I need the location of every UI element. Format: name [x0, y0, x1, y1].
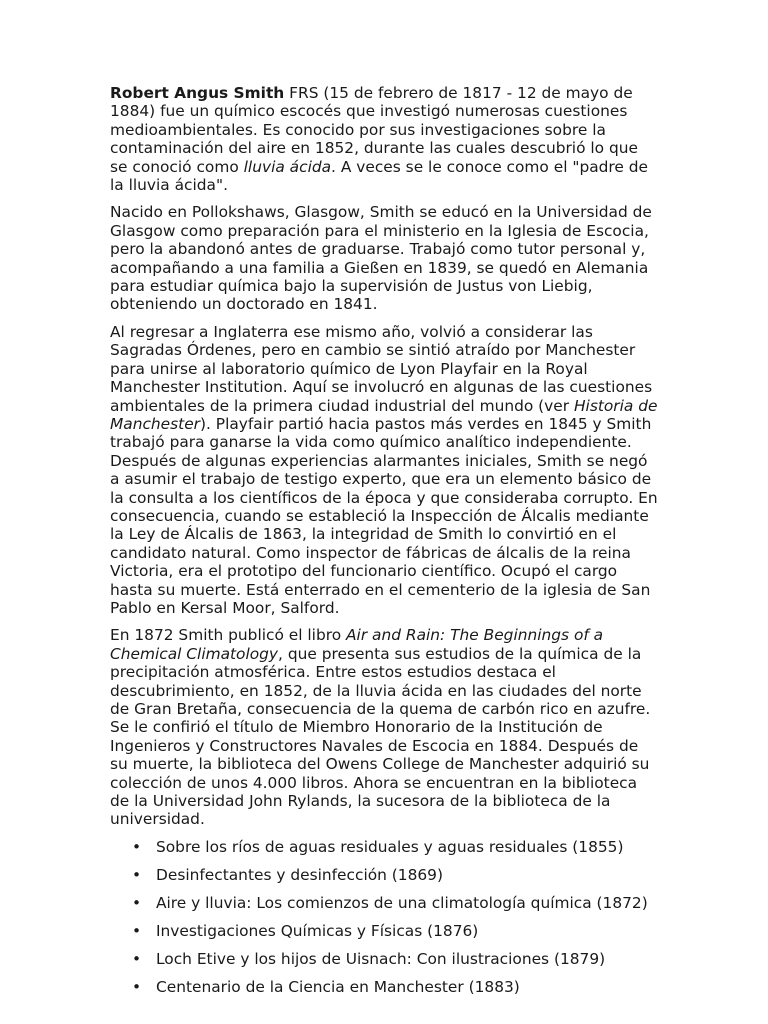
publication-paragraph [110, 626, 658, 828]
bullet-icon: • [132, 921, 142, 940]
publication-text-part-2: , que presenta sus estudios de la química de la precipitación atmosférica. Entre estos estudios destaca el descubrimiento, en 1852, de la lluvia ácida en las ciudades del norte de Gran Bretaña, consecuencia de la quema de carbón rico en azufre. Se le confirió el título de Miembro Honorario de la Institución de Ingenieros y Constructores Navales de Escocia en 1884. Después de su muerte, la biblioteca del Owens College de Manchester adquirió su colección de unos 4.000 libros. Ahora se encuentran en la biblioteca de la Universidad John Rylands, la sucesora de la biblioteca de la universidad. [110, 644, 651, 829]
list-item [110, 894, 658, 922]
list-item [110, 838, 658, 866]
work-title: Loch Etive y los hijos de Uisnach: Con ilustraciones (1879) [156, 949, 606, 968]
acid-rain-term: lluvia ácida [243, 157, 332, 176]
list-item [110, 866, 658, 894]
publication-text-part-1: En 1872 Smith publicó el libro [110, 626, 347, 645]
subject-name: Robert Angus Smith [110, 84, 285, 102]
early-life-paragraph: Nacido en Pollokshaws, Glasgow, Smith se educó en la Universidad de Glasgow como preparación para el ministerio en la Iglesia de Escocia, pero la abandonó antes de graduarse. Trabajó como tutor personal y, acompañando a una familia a Gießen en 1839, se quedó en Alemania para estudiar química bajo la supervisión de Justus von Liebig, obteniendo un doctorado en 1841. [110, 203, 652, 314]
intro-paragraph [110, 84, 658, 194]
list-item [110, 922, 658, 950]
document-page [110, 84, 658, 1006]
career-text-part-1: Al regresar a Inglaterra ese mismo año, volvió a considerar las Sagradas Órdenes, pero en cambio se sintió atraído por Manchester para unirse al laboratorio químico de Lyon Playfair en la Royal Manchester Institution. Aquí se involucró en algunas de las cuestiones ambientales de la primera ciudad industrial del mundo (ver [110, 322, 653, 415]
book-title: Air and Rain: The Beginnings of a Chemical Climatology [110, 626, 604, 663]
work-title: Investigaciones Químicas y Físicas (1876) [156, 921, 479, 940]
bullet-icon: • [132, 837, 142, 856]
list-item [110, 978, 658, 1006]
list-item [110, 950, 658, 978]
bullet-icon: • [132, 977, 142, 996]
intro-text-part-2: . A veces se le conoce como el "padre de la lluvia ácida". [110, 157, 649, 195]
intro-text-part-1: FRS (15 de febrero de 1817 - 12 de mayo de 1884) fue un químico escocés que investigó numerosas cuestiones medioambientales. Es conocido por sus investigaciones sobre la contaminación del aire en 1852, durante las cuales descubrió lo que se conoció como [110, 84, 638, 176]
career-text-part-2: ). Playfair partió hacia pastos más verdes en 1845 y Smith trabajó para ganarse la vida como químico analítico independiente. Después de algunas experiencias alarmantes iniciales, Smith se negó a asumir el trabajo de testigo experto, que era un elemento básico de la consulta a los científicos de la época y que consideraba corrupto. En consecuencia, cuando se estableció la Inspección de Álcalis mediante la Ley de Álcalis de 1863, la integridad de Smith lo convirtió en el candidato natural. Como inspector de fábricas de álcalis de la reina Victoria, era el prototipo del funcionario científico. Ocupó el cargo hasta su muerte. Está enterrado en el cementerio de la iglesia de San Pablo en Kersal Moor, Salford. [110, 414, 658, 617]
career-paragraph [110, 323, 658, 618]
bullet-icon: • [132, 893, 142, 912]
work-title: Desinfectantes y desinfección (1869) [156, 865, 443, 884]
bullet-icon: • [132, 949, 142, 968]
works-list [110, 838, 658, 1006]
work-title: Sobre los ríos de aguas residuales y aguas residuales (1855) [156, 837, 624, 856]
work-title: Centenario de la Ciencia en Manchester (1883) [156, 977, 520, 996]
work-title: Aire y lluvia: Los comienzos de una climatología química (1872) [156, 893, 648, 912]
bullet-icon: • [132, 865, 142, 884]
history-reference: Historia de Manchester [110, 396, 658, 433]
